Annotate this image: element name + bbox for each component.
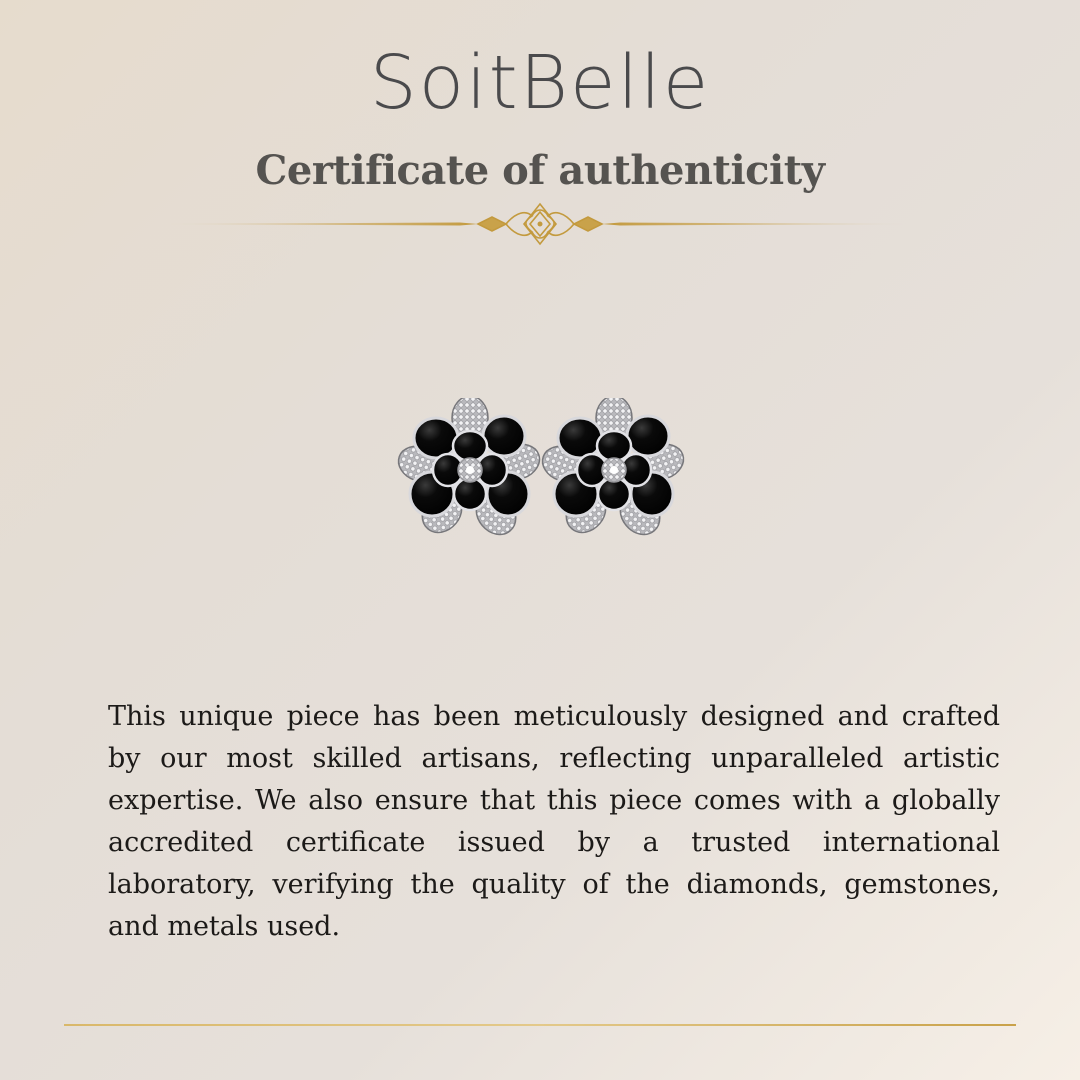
- flower-earrings-image: [396, 398, 686, 540]
- brand-logo: SoitBelle: [369, 40, 711, 126]
- certificate-description: This unique piece has been meticulously designed and crafted by our most skilled artisans, reflecting unparalleled artistic expertise. We also ensure that this piece comes with a globally accredited certificate issued by a trusted international laboratory, verifying the quality of the diamonds, gemstones, and metals used.: [108, 701, 1000, 942]
- bottom-gold-rule: [64, 1022, 1016, 1028]
- page-title: Certificate of authenticity: [255, 147, 825, 194]
- gold-divider-ornament: [160, 202, 920, 246]
